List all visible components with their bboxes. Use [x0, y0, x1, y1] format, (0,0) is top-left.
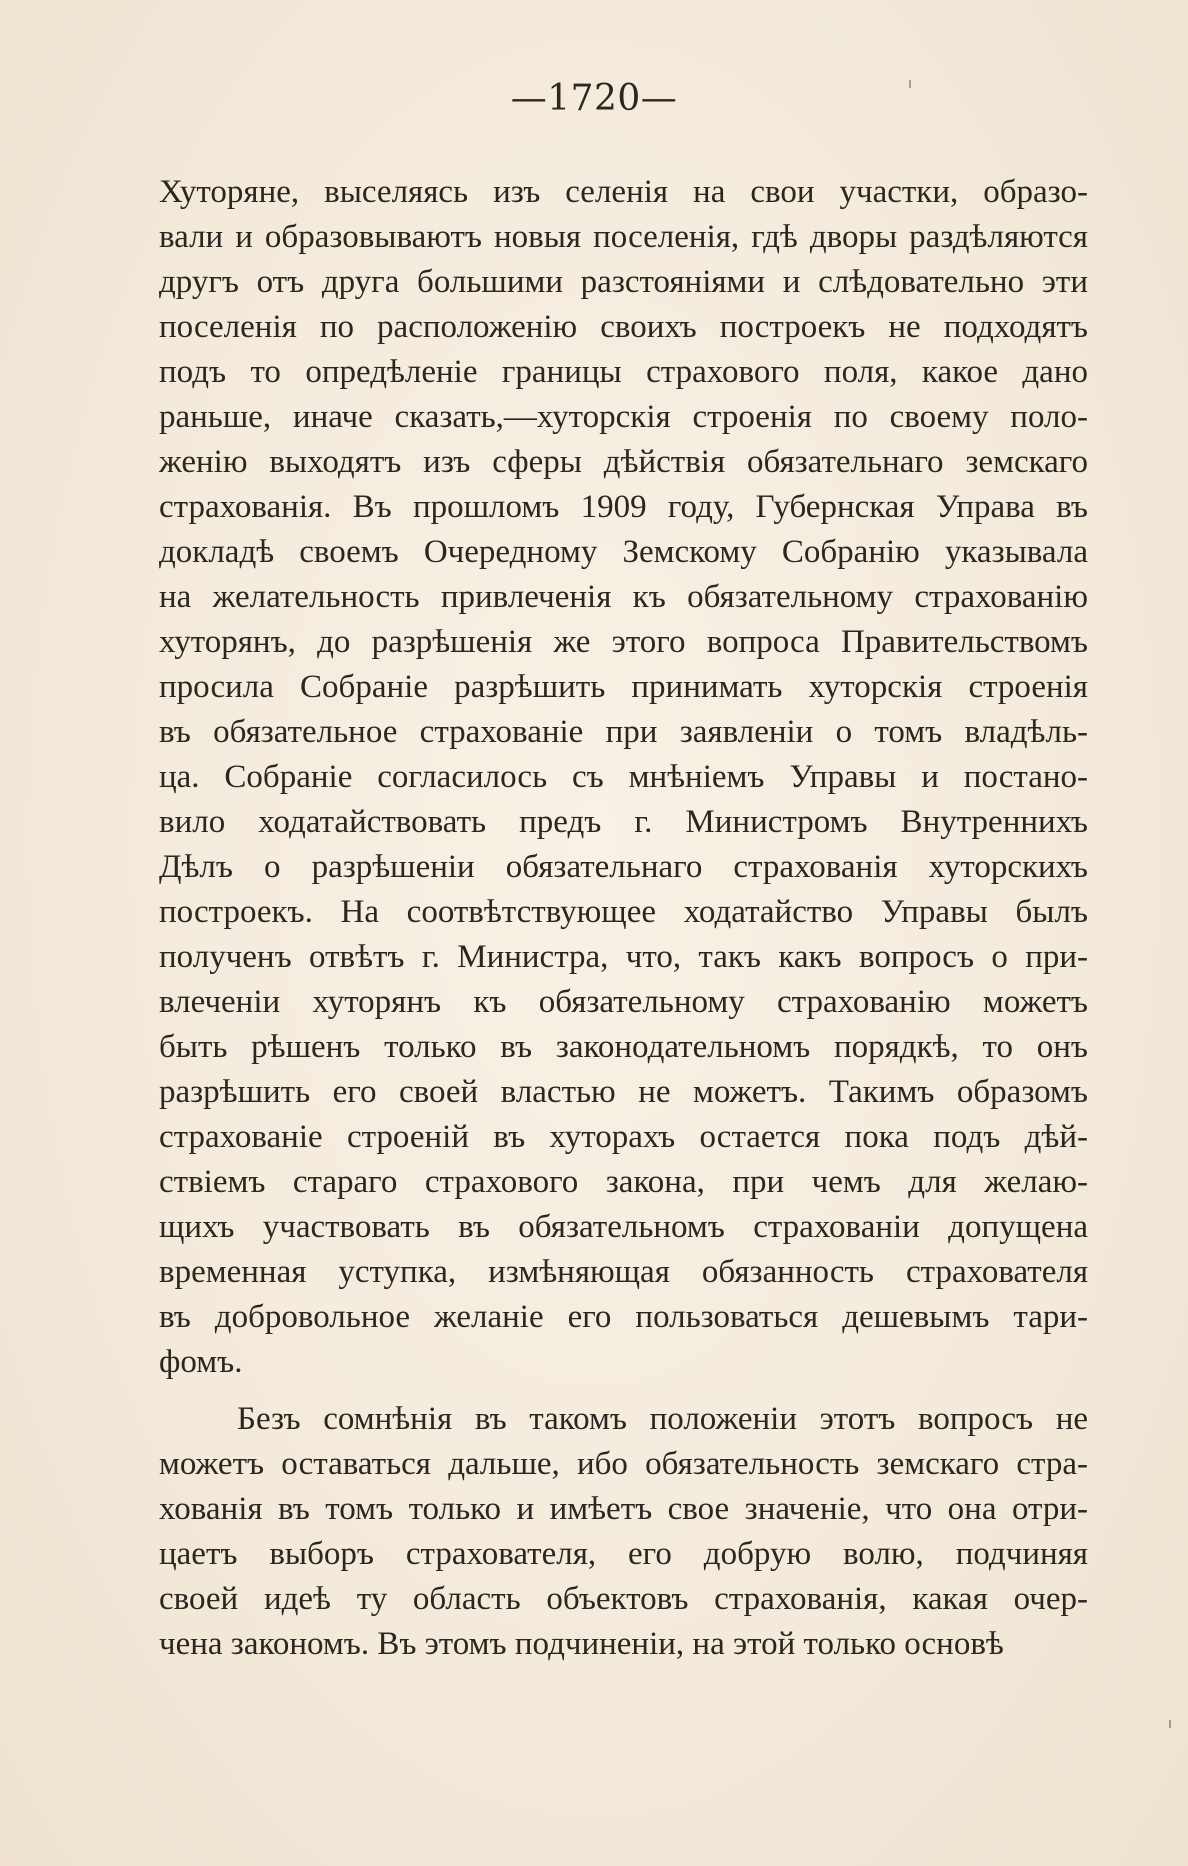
- text-line: страхованіе строеній въ хуторахъ остается пока подъ дѣй-: [159, 1119, 1088, 1155]
- text-line: разрѣшить его своей властью не можетъ. Такимъ образомъ: [159, 1074, 1088, 1110]
- text-line: Безъ сомнѣнія въ такомъ положеніи этотъ вопросъ не: [237, 1401, 1088, 1437]
- page-number: —1720—: [510, 78, 678, 119]
- margin-speck: [909, 80, 911, 88]
- text-line: своей идеѣ ту область объектовъ страхованія, какая очер-: [159, 1581, 1088, 1617]
- text-line: поселенія по расположенію своихъ построекъ не подходятъ: [159, 309, 1088, 345]
- text-line: докладѣ своемъ Очередному Земскому Собранію указывала: [159, 534, 1088, 570]
- text-line: просила Собраніе разрѣшить принимать хуторскія строенія: [159, 669, 1088, 705]
- text-line: цаетъ выборъ страхователя, его добрую волю, подчиняя: [159, 1536, 1088, 1572]
- text-line: хуторянъ, до разрѣшенія же этого вопроса Правительствомъ: [159, 624, 1088, 660]
- text-line: ствіемъ стараго страхового закона, при чемъ для желаю-: [159, 1164, 1088, 1200]
- text-line: вило ходатайствовать предъ г. Министромъ Внутреннихъ: [159, 804, 1088, 840]
- text-line: раньше, иначе сказать,—хуторскія строенія по своему поло-: [159, 399, 1088, 435]
- text-line: Дѣлъ о разрѣшеніи обязательнаго страхованія хуторскихъ: [159, 849, 1088, 885]
- margin-speck: [1169, 1720, 1171, 1728]
- text-line: временная уступка, измѣняющая обязанность страхователя: [159, 1254, 1088, 1290]
- text-line: быть рѣшенъ только въ законодательномъ порядкѣ, то онъ: [159, 1029, 1088, 1065]
- text-line: страхованія. Въ прошломъ 1909 году, Губернская Управа въ: [159, 489, 1088, 525]
- text-line: построекъ. На соотвѣтствующее ходатайство Управы былъ: [159, 894, 1088, 930]
- text-line: на желательность привлеченія къ обязательному страхованію: [159, 579, 1088, 615]
- text-line: полученъ отвѣтъ г. Министра, что, такъ какъ вопросъ о при-: [159, 939, 1088, 975]
- paragraph-2: [159, 1397, 1088, 1667]
- text-line: въ обязательное страхованіе при заявленіи о томъ владѣль-: [159, 714, 1088, 750]
- text-line: можетъ оставаться дальше, ибо обязательность земскаго стра-: [159, 1446, 1088, 1482]
- text-line: вали и образовываютъ новыя поселенія, гдѣ дворы раздѣляются: [159, 219, 1088, 255]
- text-line: подъ то опредѣленіе границы страхового поля, какое дано: [159, 354, 1088, 390]
- text-line: другъ отъ друга большими разстояніями и слѣдовательно эти: [159, 264, 1088, 300]
- text-line: чена закономъ. Въ этомъ подчиненіи, на этой только основѣ: [159, 1626, 1004, 1662]
- text-line: Хуторяне, выселяясь изъ селенія на свои участки, образо-: [159, 174, 1088, 210]
- text-line: влеченіи хуторянъ къ обязательному страхованію можетъ: [159, 984, 1088, 1020]
- text-line: фомъ.: [159, 1344, 243, 1380]
- text-line: ца. Собраніе согласилось съ мнѣніемъ Управы и постано-: [159, 759, 1088, 795]
- paragraph-1: [159, 170, 1088, 1385]
- body-text: [159, 170, 1088, 1667]
- text-line: щихъ участвовать въ обязательномъ страхованіи допущена: [159, 1209, 1088, 1245]
- paragraph-gap: [159, 1385, 1088, 1397]
- text-line: женію выходятъ изъ сферы дѣйствія обязательнаго земскаго: [159, 444, 1088, 480]
- text-line: хованія въ томъ только и имѣетъ свое значеніе, что она отри-: [159, 1491, 1088, 1527]
- text-line: въ добровольное желаніе его пользоваться дешевымъ тари-: [159, 1299, 1088, 1335]
